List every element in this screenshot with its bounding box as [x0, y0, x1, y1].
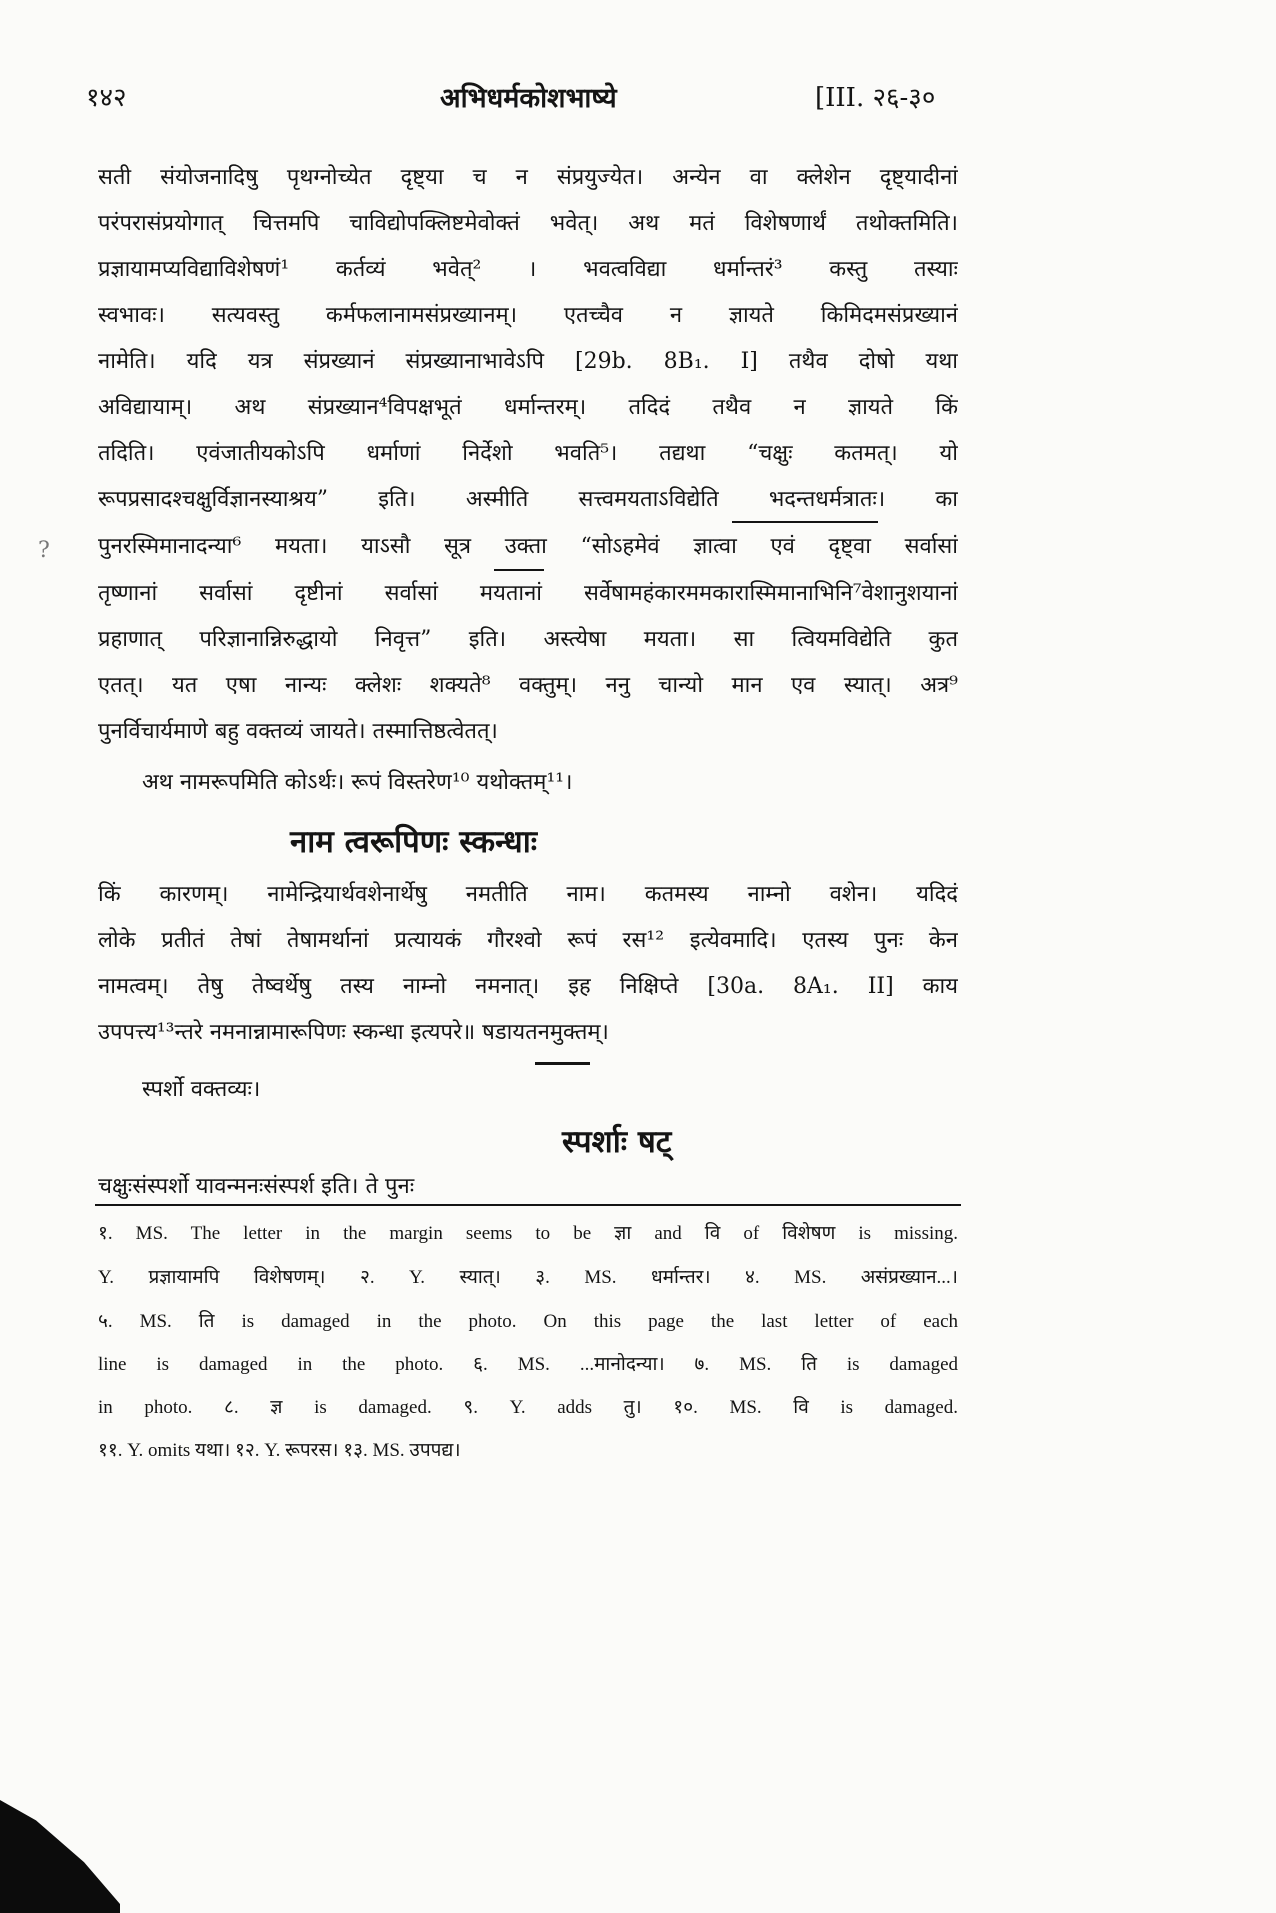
- body-line: परंपरासंप्रयोगात् चित्तमपि चाविद्योपक्लिष्टमेवोक्तं भवेत्। अथ मतं विशेषणार्थं तथोक्तमिति।: [98, 211, 958, 236]
- scan-shadow: [0, 1800, 120, 1913]
- verse-heading: नाम त्वरूपिणः स्कन्धाः: [290, 824, 538, 860]
- verse-heading: स्पर्शाः षट्: [562, 1124, 672, 1160]
- body-line: सती संयोजनादिषु पृथग्नोच्येत दृष्ट्या च न संप्रयुज्येत। अन्येन वा क्लेशेन दृष्ट्यादीनां: [98, 165, 958, 190]
- underline-mark: [732, 521, 878, 523]
- body-line: अविद्यायाम्। अथ संप्रख्यान⁴विपक्षभूतं धर्मान्तरम्। तदिदं तथैव न ज्ञायते किं: [98, 395, 958, 420]
- body-line: नामत्वम्। तेषु तेष्वर्थेषु तस्य नाम्नो नमनात्। इह निक्षिप्ते [30a. 8A₁. II] काय: [98, 974, 958, 999]
- footnote-line: ११. Y. omits यथा। १२. Y. रूपरस। १३. MS. उपपद्य।: [98, 1440, 461, 1461]
- body-line: प्रज्ञायामप्यविद्याविशेषणं¹ कर्तव्यं भवेत्² । भवत्वविद्या धर्मान्तरं³ कस्तु तस्याः: [98, 257, 958, 282]
- footnote-line: Y. प्रज्ञायामपि विशेषणम्। २. Y. स्यात्। ३. MS. धर्मान्तर। ४. MS. असंप्रख्यान...।: [98, 1267, 958, 1288]
- margin-mark: ?: [38, 538, 50, 563]
- footnote-line: in photo. ८. ज्ञ is damaged. ९. Y. adds तु। १०. MS. वि is damaged.: [98, 1397, 958, 1418]
- body-line: तदिति। एवंजातीयकोऽपि धर्माणां निर्देशो भवति⁵। तद्यथा “चक्षुः कतमत्। यो: [98, 441, 958, 466]
- underline-mark: [494, 569, 544, 571]
- page-number: १४२: [86, 83, 127, 113]
- section-reference: [III. २६-३०: [815, 83, 936, 113]
- body-line: चक्षुःसंस्पर्शो यावन्मनःसंस्पर्श इति। ते पुनः: [98, 1174, 415, 1199]
- body-line: प्रहाणात् परिज्ञानान्निरुद्धायो निवृत्त” इति। अस्त्येषा मयता। सा त्वियमविद्येति कुत: [98, 627, 958, 652]
- body-line: तृष्णानां सर्वासां दृष्टीनां सर्वासां मयतानां सर्वेषामहंकारममकारास्मिमानाभिनि⁷वेशानुशयानां: [98, 581, 958, 606]
- body-line: किं कारणम्। नामेन्द्रियार्थवशेनार्थेषु नमतीति नाम। कतमस्य नाम्नो वशेन। यदिदं: [98, 882, 958, 907]
- section-divider-mark: [535, 1062, 590, 1065]
- body-line: रूपप्रसादश्चक्षुर्विज्ञानस्याश्रय” इति। अस्मीति सत्त्वमयताऽविद्येति भदन्तधर्मत्रातः। का: [98, 487, 958, 512]
- running-title: अभिधर्मकोशभाष्ये: [440, 83, 617, 114]
- footnote-line: line is damaged in the photo. ६. MS. ...मानोदन्या। ७. MS. ति is damaged: [98, 1354, 958, 1375]
- body-line-indented: स्पर्शो वक्तव्यः।: [142, 1077, 261, 1102]
- body-line: लोके प्रतीतं तेषां तेषामर्थानां प्रत्यायकं गौरश्वो रूपं रस¹² इत्येवमादि। एतस्य पुनः केन: [98, 928, 958, 953]
- footnote-rule: [95, 1204, 961, 1206]
- body-line-indented: अथ नामरूपमिति कोऽर्थः। रूपं विस्तरेण¹⁰ यथोक्तम्¹¹।: [142, 770, 573, 795]
- footnote-line: ५. MS. ति is damaged in the photo. On this page the last letter of each: [98, 1311, 958, 1332]
- body-line: स्वभावः। सत्यवस्तु कर्मफलानामसंप्रख्यानम्। एतच्चैव न ज्ञायते किमिदमसंप्रख्यानं: [98, 303, 958, 328]
- body-line: एतत्। यत एषा नान्यः क्लेशः शक्यते⁸ वक्तुम्। ननु चान्यो मान एव स्यात्। अत्र⁹: [98, 673, 958, 698]
- body-line: पुनरस्मिमानादन्या⁶ मयता। याऽसौ सूत्र उक्ता “सोऽहमेवं ज्ञात्वा एवं दृष्ट्वा सर्वासां: [98, 534, 958, 559]
- body-line: नामेति। यदि यत्र संप्रख्यानं संप्रख्यानाभावेऽपि [29b. 8B₁. I] तथैव दोषो यथा: [98, 349, 958, 374]
- footnote-line: १. MS. The letter in the margin seems to be ज्ञा and वि of विशेषण is missing.: [98, 1223, 958, 1244]
- body-line: पुनर्विचार्यमाणे बहु वक्तव्यं जायते। तस्मात्तिष्ठत्वेतत्।: [98, 719, 498, 744]
- body-line: उपपत्त्य¹³न्तरे नमनान्नामारूपिणः स्कन्धा इत्यपरे॥ षडायतनमुक्तम्।: [98, 1020, 609, 1045]
